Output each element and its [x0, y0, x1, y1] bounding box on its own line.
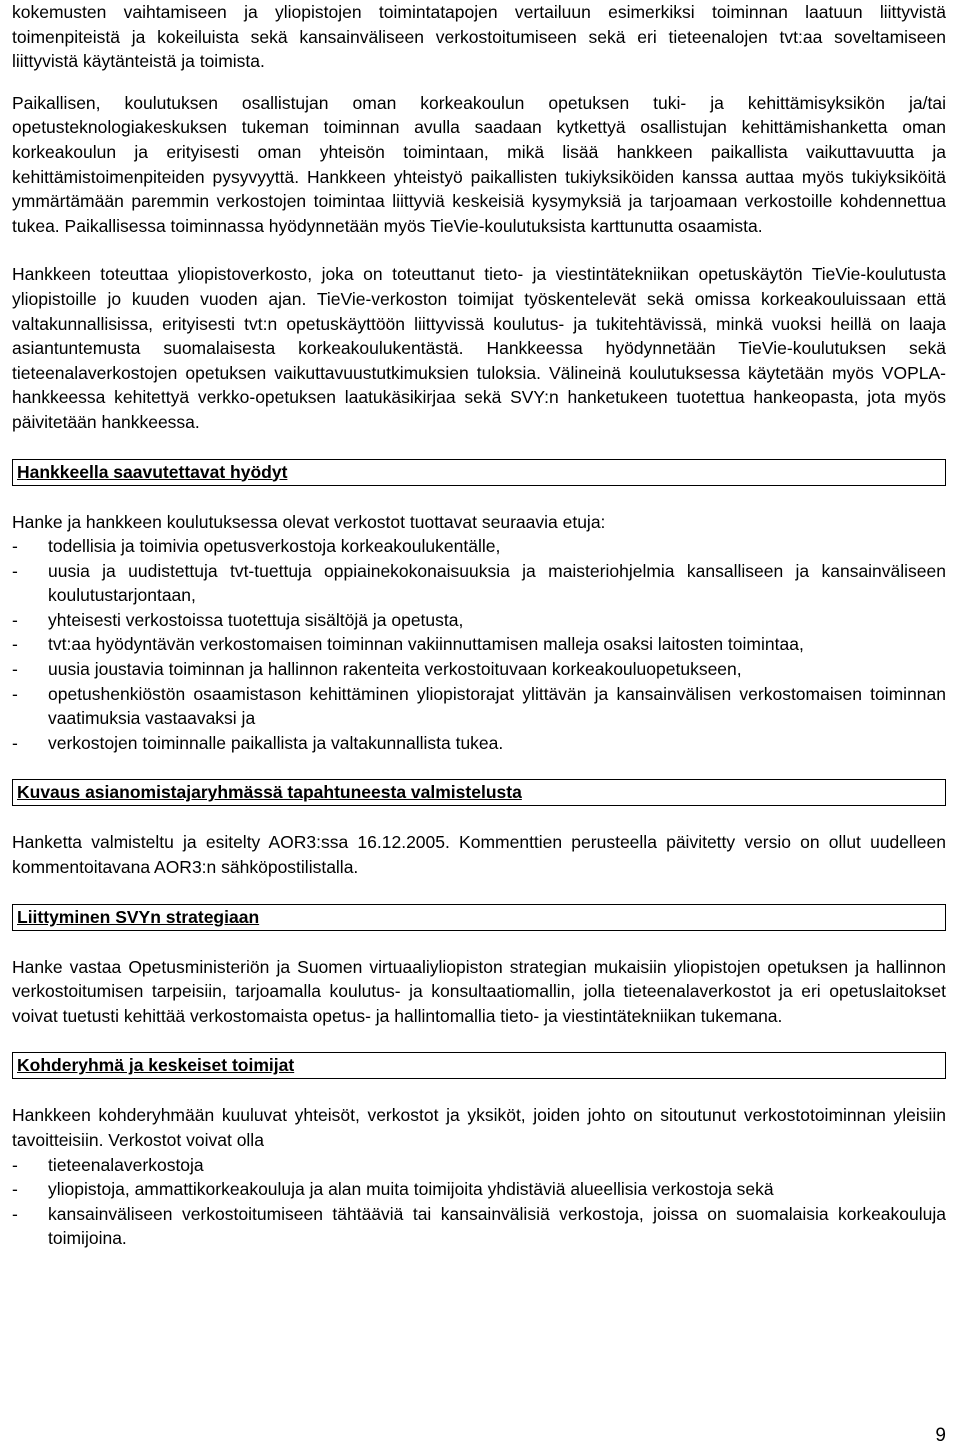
paragraph-intro-continuation: kokemusten vaihtamiseen ja yliopistojen toimintatapojen vertailuun esimerkiksi toiminnan laatuun liittyvistä toimenpiteistä ja kokeiluista sekä kansainväliseen verkostoitumiseen sekä eri tieteenalojen tvt:aa soveltamiseen liittyvistä käytänteistä ja toimista.	[12, 2, 946, 72]
list-item: - yliopistoja, ammattikorkeakouluja ja alan muita toimijoita yhdistäviä alueellisia verkostoja sekä	[12, 1177, 946, 1202]
list-item: - tieteenalaverkostoja	[12, 1153, 946, 1178]
target-group-list	[12, 1153, 946, 1251]
strategy-text: Hanke vastaa Opetusministeriön ja Suomen virtuaaliyliopiston strategian mukaisiin yliopistojen opetuksen ja hallinnon verkostoitumisen tarpeisiin, tarjoamalla koulutus- ja konsultaatiomallin, jolla tieteenalaverkostot ja eri opetuslaitokset voivat tuetusti kehittää verkostomaista opetus- ja hallintomallia tieto- ja viestintätekniikan tukemana.	[12, 956, 946, 1026]
list-item: - yhteisesti verkostoissa tuotettuja sisältöjä ja opetusta,	[12, 608, 946, 633]
section-heading-strategy: Liittyminen SVYn strategiaan	[12, 904, 946, 931]
list-item: - uusia ja uudistettuja tvt-tuettuja oppiainekokonaisuuksia ja maisteriohjelmia kansalliseen ja kansainväliseen koulutustarjontaan,	[12, 559, 946, 608]
section-heading-preparation: Kuvaus asianomistajaryhmässä tapahtuneesta valmistelusta	[12, 779, 946, 806]
benefits-intro: Hanke ja hankkeen koulutuksessa olevat verkostot tuottavat seuraavia etuja:	[12, 511, 606, 532]
document-page	[12, 0, 946, 1251]
section-heading-benefits: Hankkeella saavutettavat hyödyt	[12, 459, 946, 486]
list-item: - tvt:aa hyödyntävän verkostomaisen toiminnan vakiinnuttamisen malleja osaksi laitosten toimintaa,	[12, 632, 946, 657]
list-item: - kansainväliseen verkostoitumiseen tähtääviä tai kansainvälisiä verkostoja, joissa on suomalaisia korkeakouluja toimijoina.	[12, 1202, 946, 1251]
benefits-list	[12, 534, 946, 755]
list-item: - verkostojen toiminnalle paikallista ja valtakunnallista tukea.	[12, 731, 946, 756]
list-item: - uusia joustavia toiminnan ja hallinnon rakenteita verkostoituvaan korkeakouluopetukseen,	[12, 657, 946, 682]
page-number: 9	[935, 1425, 946, 1446]
section-heading-target-group: Kohderyhmä ja keskeiset toimijat	[12, 1052, 946, 1079]
preparation-text: Hanketta valmisteltu ja esitelty AOR3:ssa 16.12.2005. Kommenttien perusteella päivitetty versio on ollut uudelleen kommentoitavana AOR3:n sähköpostilistalla.	[12, 832, 946, 878]
target-group-intro: Hankkeen kohderyhmään kuuluvat yhteisöt, verkostot ja yksiköt, joiden johto on sitoutunut verkostotoiminnan yleisiin tavoitteisiin. Verkostot voivat olla	[12, 1105, 946, 1150]
paragraph-network-implementation: Hankkeen toteuttaa yliopistoverkosto, joka on toteuttanut tieto- ja viestintätekniikan opetuskäytön TieVie-koulutusta yliopistoille jo kuuden vuoden ajan. TieVie-verkoston toimijat työskentelevät sekä omissa korkeakouluissaan että valtakunnallisissa, erityisesti tvt:n opetuskäyttöön liittyvissä koulutus- ja tukitehtävissä, minkä vuoksi heillä on laaja asiantuntemusta suomalaisesta korkeakoulukentästä. Hankkeessa hyödynnetään TieVie-koulutuksen sekä tieteenalaverkostojen opetuksen vaikuttavuustutkimuksien tuloksia. Välineinä koulutuksessa käytetään myös VOPLA-hankkeessa kehitettyä verkko-opetuksen laatukäsikirjaa sekä SVY:n hanketukeen tuotettua hankeopasta, jota myös päivitetään hankkeessa.	[12, 264, 946, 432]
list-item: - todellisia ja toimivia opetusverkostoja korkeakoulukentälle,	[12, 534, 946, 559]
paragraph-local-support: Paikallisen, koulutuksen osallistujan oman korkeakoulun opetuksen tuki- ja kehittämisyksikön ja/tai opetusteknologiakeskuksen tukeman toiminnan avulla saadaan kytkettyä osallistujan kehittämishanketta oman korkeakoulun ja erityisesti oman yhteisön toimintaan, mikä lisää hankkeen paikallista vaikuttavuutta ja kehittämistoimenpiteiden pysyvyyttä. Hankkeen yhteistyö paikallisten tukiyksiköiden kanssa auttaa myös tukiyksiköitä ymmärtämään paremmin verkostojen toimintaa liittyviä keskeisiä kysymyksiä ja tarjoamaan verkostoille kohdennettua tukea. Paikallisessa toiminnassa hyödynnetään myös TieVie-koulutuksista karttunutta osaamista.	[12, 92, 946, 236]
list-item: - opetushenkiöstön osaamistason kehittäminen yliopistorajat ylittävän ja kansainvälisen verkostomaisen toiminnan vaatimuksia vastaavaksi ja	[12, 682, 946, 731]
